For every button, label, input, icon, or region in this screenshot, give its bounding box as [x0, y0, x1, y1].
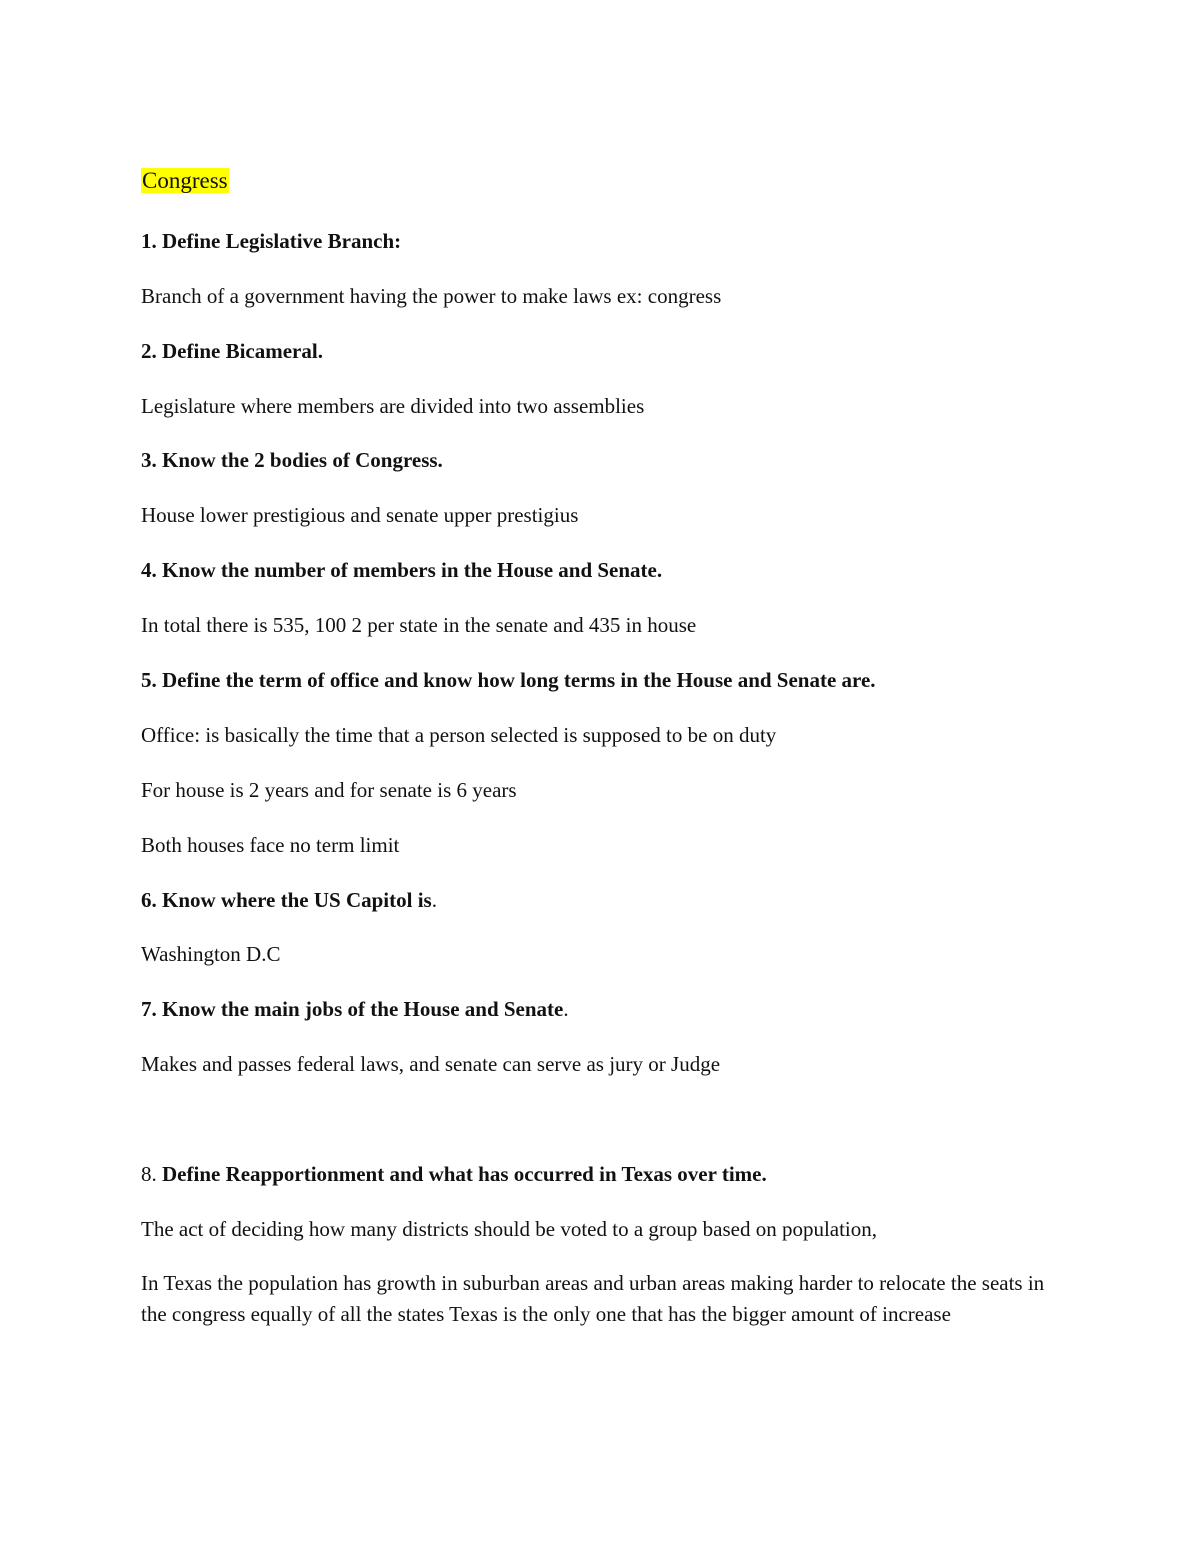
question-6-suffix: .: [431, 888, 437, 912]
question-7-suffix: .: [563, 997, 569, 1021]
question-2: 2. Define Bicameral.: [141, 339, 323, 363]
answer-2: Legislature where members are divided into two assemblies: [141, 394, 645, 418]
answer-5-line-1: Office: is basically the time that a person selected is supposed to be on duty: [141, 723, 777, 747]
question-7-text: 7. Know the main jobs of the House and Senate: [141, 997, 564, 1021]
title-highlight: Congress: [142, 168, 228, 193]
question-8: [141, 1162, 767, 1186]
answer-8-line-1: The act of deciding how many districts should be voted to a group based on population,: [141, 1217, 878, 1241]
answer-5-line-2: For house is 2 years and for senate is 6 years: [141, 778, 517, 802]
answer-4: In total there is 535, 100 2 per state in the senate and 435 in house: [141, 613, 697, 637]
answer-3: House lower prestigious and senate upper prestigius: [141, 503, 579, 527]
answer-1: Branch of a government having the power to make laws ex: congress: [141, 284, 722, 308]
page-title: [141, 169, 229, 193]
answer-7: Makes and passes federal laws, and senate can serve as jury or Judge: [141, 1052, 721, 1076]
answer-5-line-3: Both houses face no term limit: [141, 833, 400, 857]
question-6-text: 6. Know where the US Capitol is: [141, 888, 432, 912]
question-3: 3. Know the 2 bodies of Congress.: [141, 448, 443, 472]
question-7: [141, 997, 569, 1021]
question-5: 5. Define the term of office and know how long terms in the House and Senate are.: [141, 668, 876, 692]
question-1: 1. Define Legislative Branch:: [141, 229, 402, 253]
answer-8-paragraph: In Texas the population has growth in suburban areas and urban areas making harder to relocate the seats in the congress equally of all the states Texas is the only one that has the bigger amount of increase: [141, 1271, 1045, 1326]
question-8-text: Define Reapportionment and what has occurred in Texas over time.: [162, 1162, 767, 1186]
question-4: 4. Know the number of members in the House and Senate.: [141, 558, 663, 582]
question-8-number: 8.: [141, 1162, 162, 1186]
answer-6: Washington D.C: [141, 942, 281, 966]
question-6: [141, 888, 437, 912]
